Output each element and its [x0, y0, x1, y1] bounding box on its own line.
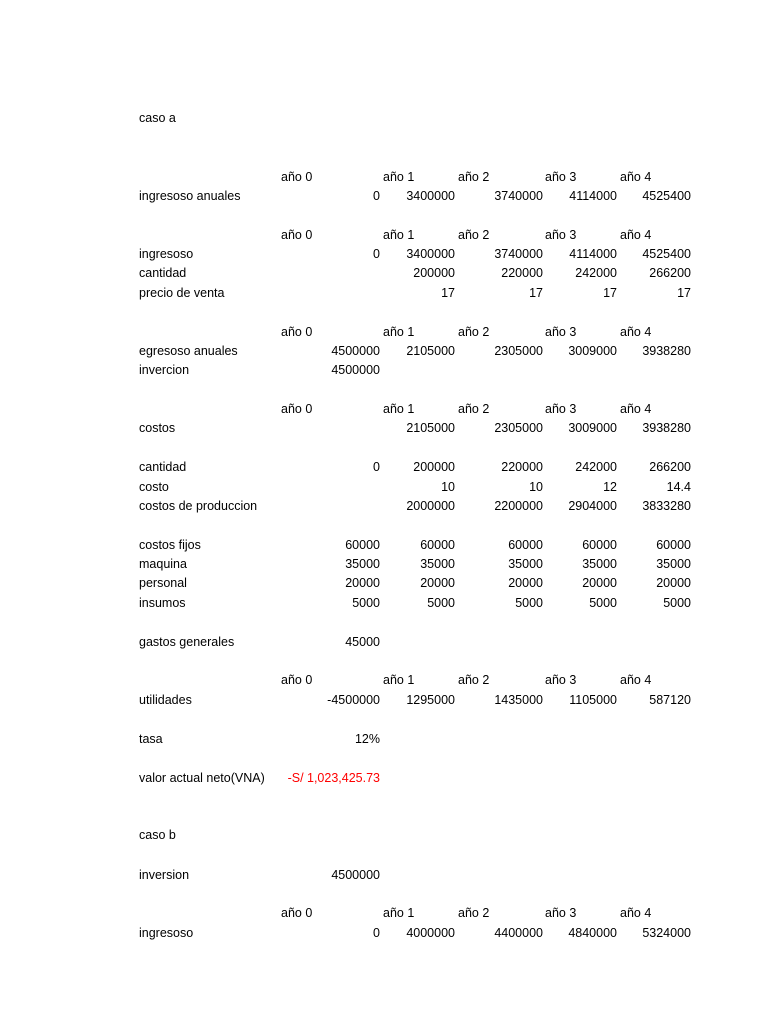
year-header: año 2 — [458, 673, 490, 687]
cell-value: 20000 — [420, 576, 455, 590]
cell-value: 60000 — [656, 538, 691, 552]
cell-value: 4114000 — [569, 189, 617, 203]
cell-value: 4000000 — [406, 926, 455, 940]
cell-value: 4840000 — [568, 926, 617, 940]
cell-value: 3009000 — [568, 344, 617, 358]
year-header: año 0 — [281, 325, 313, 339]
row-vna — [0, 770, 768, 786]
cell-value: 220000 — [501, 266, 543, 280]
row-label: ingresoso — [139, 247, 194, 261]
cell-value: 3740000 — [494, 247, 543, 261]
cell-value: 3009000 — [568, 421, 617, 435]
row-label: costos de produccion — [139, 499, 258, 513]
year-header: año 2 — [458, 325, 490, 339]
year-header: año 0 — [281, 228, 313, 242]
year-header: año 1 — [383, 228, 415, 242]
year-header-row — [0, 227, 768, 243]
year-header-row — [0, 324, 768, 340]
cell-value: 3400000 — [406, 247, 455, 261]
row-label: precio de venta — [139, 286, 225, 300]
year-header: año 1 — [383, 673, 415, 687]
row-label: personal — [139, 576, 187, 590]
row-egresos-anuales — [0, 343, 768, 359]
row-label: costos fijos — [139, 538, 201, 552]
cell-value: 20000 — [582, 576, 617, 590]
cell-value: 12% — [354, 732, 380, 746]
year-header: año 4 — [620, 325, 652, 339]
cell-value: 10 — [441, 480, 455, 494]
cell-value: 0 — [373, 926, 380, 940]
year-header: año 3 — [545, 325, 577, 339]
cell-value: 0 — [373, 189, 380, 203]
cell-value: 4400000 — [494, 926, 543, 940]
row-label: costos — [139, 421, 176, 435]
year-header: año 2 — [458, 906, 490, 920]
row-personal — [0, 575, 768, 591]
row-costos — [0, 420, 768, 436]
year-header: año 0 — [281, 170, 313, 184]
row-ingreso — [0, 246, 768, 262]
year-header: año 1 — [383, 402, 415, 416]
cell-value: 2904000 — [568, 499, 617, 513]
section-title-caso-b — [0, 827, 768, 843]
year-header: año 4 — [620, 170, 652, 184]
cell-value: 1295000 — [406, 693, 455, 707]
cell-value: 17 — [603, 286, 617, 300]
cell-value: 2305000 — [494, 344, 543, 358]
row-label: cantidad — [139, 460, 187, 474]
cell-value: 2105000 — [406, 344, 455, 358]
year-header: año 2 — [458, 402, 490, 416]
cell-value: 3938280 — [642, 344, 691, 358]
cell-value: 35000 — [508, 557, 543, 571]
cell-value: 4525400 — [642, 247, 691, 261]
year-header: año 3 — [545, 402, 577, 416]
year-header: año 0 — [281, 402, 313, 416]
row-label: invercion — [139, 363, 190, 377]
cell-value: 60000 — [508, 538, 543, 552]
cell-value: 17 — [677, 286, 691, 300]
year-header: año 4 — [620, 402, 652, 416]
row-label: cantidad — [139, 266, 187, 280]
cell-value: 5000 — [515, 596, 543, 610]
row-gastos-generales — [0, 634, 768, 650]
year-header: año 2 — [458, 228, 490, 242]
cell-value: 5000 — [589, 596, 617, 610]
cell-value: 60000 — [345, 538, 380, 552]
section-title-caso-a — [0, 110, 768, 126]
cell-value: 2000000 — [406, 499, 455, 513]
cell-value: 35000 — [582, 557, 617, 571]
row-costos-produccion — [0, 498, 768, 514]
row-utilidades — [0, 692, 768, 708]
row-inversion-b — [0, 867, 768, 883]
year-header: año 1 — [383, 906, 415, 920]
row-cantidad — [0, 265, 768, 281]
cell-value: 20000 — [656, 576, 691, 590]
cell-value: 1105000 — [569, 693, 617, 707]
cell-value: 242000 — [575, 266, 617, 280]
cell-value: 35000 — [345, 557, 380, 571]
cell-value: 2105000 — [406, 421, 455, 435]
cell-value: 587120 — [649, 693, 691, 707]
year-header-row — [0, 401, 768, 417]
row-label: maquina — [139, 557, 187, 571]
caso-b-title: caso b — [139, 828, 176, 842]
cell-value: 0 — [373, 247, 380, 261]
row-insumos — [0, 595, 768, 611]
row-label: ingresoso anuales — [139, 189, 241, 203]
year-header-row — [0, 905, 768, 921]
cell-value: 3740000 — [494, 189, 543, 203]
row-costos-fijos — [0, 537, 768, 553]
cell-value: 4500000 — [331, 344, 380, 358]
row-label: tasa — [139, 732, 163, 746]
row-ingreso-b — [0, 925, 768, 941]
vna-value: -S/ 1,023,425.73 — [287, 771, 380, 785]
row-label: utilidades — [139, 693, 192, 707]
cell-value: 17 — [441, 286, 455, 300]
cell-value: 2305000 — [494, 421, 543, 435]
year-header: año 4 — [620, 906, 652, 920]
row-label: inversion — [139, 868, 190, 882]
row-maquina — [0, 556, 768, 572]
cell-value: 4114000 — [569, 247, 617, 261]
cell-value: 2200000 — [494, 499, 543, 513]
cell-value: 1435000 — [494, 693, 543, 707]
cell-value: 20000 — [345, 576, 380, 590]
year-header: año 3 — [545, 170, 577, 184]
year-header: año 0 — [281, 673, 313, 687]
cell-value: 5324000 — [642, 926, 691, 940]
cell-value: 10 — [529, 480, 543, 494]
cell-value: 200000 — [413, 266, 455, 280]
year-header: año 2 — [458, 170, 490, 184]
row-label: costo — [139, 480, 169, 494]
cell-value: 0 — [373, 460, 380, 474]
year-header: año 1 — [383, 170, 415, 184]
cell-value: 3833280 — [642, 499, 691, 513]
year-header: año 0 — [281, 906, 313, 920]
cell-value: 3938280 — [642, 421, 691, 435]
cell-value: 266200 — [649, 266, 691, 280]
row-tasa — [0, 731, 768, 747]
cell-value: 5000 — [427, 596, 455, 610]
row-label: gastos generales — [139, 635, 235, 649]
year-header: año 3 — [545, 906, 577, 920]
cell-value: 5000 — [352, 596, 380, 610]
year-header-row — [0, 672, 768, 688]
row-costo — [0, 479, 768, 495]
year-header: año 4 — [620, 228, 652, 242]
row-cantidad-produccion — [0, 459, 768, 475]
cell-value: 200000 — [413, 460, 455, 474]
cell-value: 242000 — [575, 460, 617, 474]
cell-value: 266200 — [649, 460, 691, 474]
cell-value: 60000 — [582, 538, 617, 552]
cell-value: 4500000 — [331, 363, 380, 377]
cell-value: 35000 — [420, 557, 455, 571]
cell-value: 12 — [603, 480, 617, 494]
row-inversion — [0, 362, 768, 378]
cell-value: 4500000 — [331, 868, 380, 882]
cell-value: 14.4 — [666, 480, 691, 494]
row-ingresos-anuales — [0, 188, 768, 204]
caso-a-title: caso a — [139, 111, 176, 125]
row-label: egresoso anuales — [139, 344, 238, 358]
cell-value: 45000 — [345, 635, 380, 649]
cell-value: 3400000 — [406, 189, 455, 203]
cell-value: 4525400 — [642, 189, 691, 203]
year-header: año 1 — [383, 325, 415, 339]
year-header: año 3 — [545, 673, 577, 687]
cell-value: 35000 — [656, 557, 691, 571]
row-precio-venta — [0, 285, 768, 301]
row-label: insumos — [139, 596, 186, 610]
cell-value: -4500000 — [327, 693, 380, 707]
row-label: ingresoso — [139, 926, 194, 940]
cell-value: 220000 — [501, 460, 543, 474]
cell-value: 5000 — [663, 596, 691, 610]
cell-value: 20000 — [508, 576, 543, 590]
row-label: valor actual neto(VNA) — [139, 771, 265, 785]
cell-value: 17 — [529, 286, 543, 300]
year-header: año 3 — [545, 228, 577, 242]
cell-value: 60000 — [420, 538, 455, 552]
year-header: año 4 — [620, 673, 652, 687]
year-header-row — [0, 169, 768, 185]
